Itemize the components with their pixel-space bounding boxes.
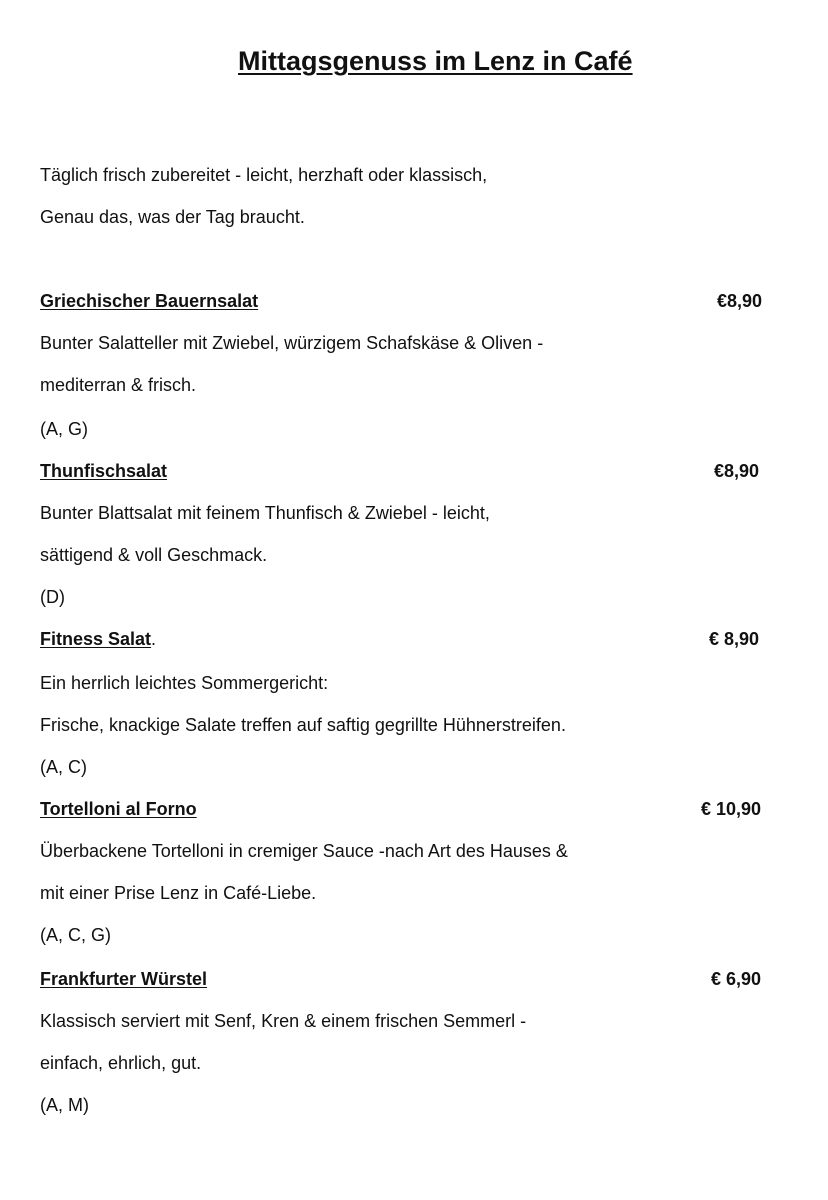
dish-name-text: Fitness Salat bbox=[40, 629, 152, 649]
dish-allergens: (A, G) bbox=[40, 419, 88, 439]
dish-name: Griechischer Bauernsalat bbox=[40, 291, 259, 311]
dish-description-line-2: mediterran & frisch. bbox=[40, 375, 197, 395]
dish-allergens: (A, C) bbox=[40, 757, 87, 777]
dish-name bbox=[40, 628, 156, 650]
dish-description-line-2: einfach, ehrlich, gut. bbox=[40, 1053, 202, 1073]
dish-description-line-2: sättigend & voll Geschmack. bbox=[40, 545, 268, 565]
dish-description-line-2: Frische, knackige Salate treffen auf saftig gegrillte Hühnerstreifen. bbox=[40, 715, 566, 735]
dish-description-line-1: Ein herrlich leichtes Sommergericht: bbox=[40, 673, 329, 693]
dish-name: Frankfurter Würstel bbox=[40, 969, 208, 989]
intro-line-1: Täglich frisch zubereitet - leicht, herzhaft oder klassisch, bbox=[40, 165, 488, 185]
dish-description-line-1: Klassisch serviert mit Senf, Kren & einem frischen Semmerl - bbox=[40, 1011, 527, 1031]
dish-description-line-1: Überbackene Tortelloni in cremiger Sauce -nach Art des Hauses & bbox=[40, 841, 568, 861]
dish-price: € 8,90 bbox=[708, 629, 759, 649]
dish-description-line-2: mit einer Prise Lenz in Café-Liebe. bbox=[40, 883, 317, 903]
dish-allergens: (A, C, G) bbox=[40, 925, 111, 945]
intro-line-2: Genau das, was der Tag braucht. bbox=[40, 207, 305, 227]
dish-description-line-1: Bunter Salatteller mit Zwiebel, würzigem Schafskäse & Oliven - bbox=[40, 333, 544, 353]
dish-price: € 10,90 bbox=[700, 799, 761, 819]
dish-name: Thunfischsalat bbox=[40, 461, 168, 481]
dish-allergens: (D) bbox=[40, 587, 65, 607]
menu-title: Mittagsgenuss im Lenz in Café bbox=[238, 46, 633, 76]
dish-price: € 6,90 bbox=[710, 969, 761, 989]
dish-name-suffix: . bbox=[151, 629, 157, 649]
dish-price: €8,90 bbox=[713, 461, 759, 481]
dish-name: Tortelloni al Forno bbox=[40, 799, 197, 819]
dish-price: €8,90 bbox=[716, 291, 762, 311]
dish-description-line-1: Bunter Blattsalat mit feinem Thunfisch & Zwiebel - leicht, bbox=[40, 503, 490, 523]
dish-allergens: (A, M) bbox=[40, 1095, 89, 1115]
